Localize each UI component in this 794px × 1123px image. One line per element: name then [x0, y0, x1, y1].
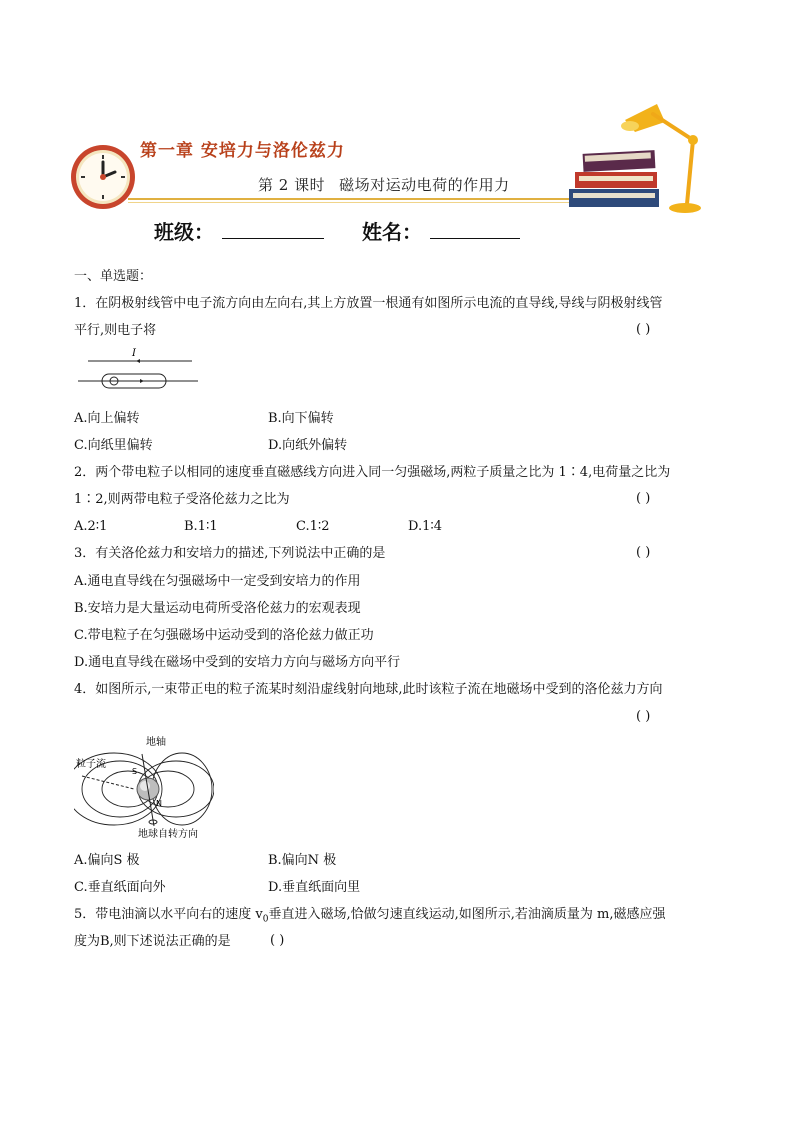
name-field[interactable]: [430, 238, 520, 239]
south-pole-label: S: [132, 767, 138, 776]
name-label: 姓名：: [362, 220, 422, 244]
header-divider-accent: [128, 202, 578, 203]
chapter-title: 第一章 安培力与洛伦兹力: [140, 141, 345, 161]
question-2-option-c[interactable]: C.1∶2: [296, 519, 330, 534]
earth-magnetic-field-figure: [74, 734, 214, 844]
question-5-stem-b: 垂直进入磁场,恰做匀速直线运动,如图所示,若油滴质量为 m,磁感应强: [268, 907, 666, 922]
question-4-option-d[interactable]: D.垂直纸面向里: [268, 880, 361, 895]
class-label: 班级：: [154, 220, 214, 244]
question-4-answer-bracket: ( ): [636, 709, 651, 724]
question-3-stem: 3．有关洛伦兹力和安培力的描述,下列说法中正确的是: [74, 546, 386, 561]
question-2-option-a[interactable]: A.2∶1: [74, 519, 108, 534]
axis-label: 地轴: [146, 737, 166, 748]
question-5-stem-a: 5．带电油滴以水平向右的速度 v: [74, 907, 263, 922]
question-3-answer-bracket: ( ): [636, 545, 651, 560]
question-2-stem: 2．两个带电粒子以相同的速度垂直磁感线方向进入同一匀强磁场,两粒子质量之比为 1∶4,电荷量之比为: [74, 465, 671, 480]
question-1-stem: 1．在阴极射线管中电子流方向由左向右,其上方放置一根通有如图所示电流的直导线,导线与阴极射线管: [74, 296, 663, 311]
question-2-answer-bracket: ( ): [636, 491, 651, 506]
current-label: I: [132, 348, 136, 359]
question-2-stem-cont: 1∶2,则两带电粒子受洛伦兹力之比为: [74, 492, 290, 507]
particle-stream-label: 粒子流: [76, 759, 106, 770]
question-4-option-a[interactable]: A.偏向S 极: [74, 853, 140, 868]
lesson-heading: [258, 174, 524, 195]
question-5-answer-bracket: ( ): [270, 933, 285, 948]
question-3-option-c[interactable]: C.带电粒子在匀强磁场中运动受到的洛伦兹力做正功: [74, 628, 374, 643]
velocity-subscript: 0: [262, 914, 269, 925]
header-divider: [128, 198, 578, 200]
question-4-stem: 4．如图所示,一束带正电的粒子流某时刻沿虚线射向地球,此时该粒子流在地磁场中受到的洛伦兹力方向: [74, 682, 663, 697]
question-3-option-b[interactable]: B.安培力是大量运动电荷所受洛伦兹力的宏观表现: [74, 601, 361, 616]
question-1-option-b[interactable]: B.向下偏转: [268, 411, 334, 426]
question-3-option-a[interactable]: A.通电直导线在匀强磁场中一定受到安培力的作用: [74, 574, 361, 589]
section-title: 一、单选题：: [74, 269, 153, 284]
books-and-lamp-illustration: [565, 92, 715, 216]
question-1-answer-bracket: ( ): [636, 322, 651, 337]
question-3-option-d[interactable]: D.通电直导线在磁场中受到的安培力方向与磁场方向平行: [74, 655, 401, 670]
question-1-stem-cont: 平行,则电子将: [74, 323, 157, 338]
class-field[interactable]: [222, 238, 324, 239]
question-1-option-d[interactable]: D.向纸外偏转: [268, 438, 348, 453]
question-4-option-b[interactable]: B.偏向N 极: [268, 853, 337, 868]
cathode-ray-tube-figure: [74, 346, 204, 396]
north-pole-label: N: [156, 799, 162, 808]
question-5-stem: [74, 906, 665, 929]
question-5-stem-cont: 度为B,则下述说法正确的是: [74, 934, 231, 949]
lesson-number: 第 2 课时: [258, 176, 326, 194]
question-4-option-c[interactable]: C.垂直纸面向外: [74, 880, 166, 895]
lesson-title: 磁场对运动电荷的作用力: [339, 176, 510, 194]
question-2-option-b[interactable]: B.1∶1: [184, 519, 218, 534]
earth-rotation-label: 地球自转方向: [138, 829, 198, 840]
question-2-option-d[interactable]: D.1∶4: [408, 519, 443, 534]
question-1-option-a[interactable]: A.向上偏转: [74, 411, 140, 426]
question-1-option-c[interactable]: C.向纸里偏转: [74, 438, 153, 453]
